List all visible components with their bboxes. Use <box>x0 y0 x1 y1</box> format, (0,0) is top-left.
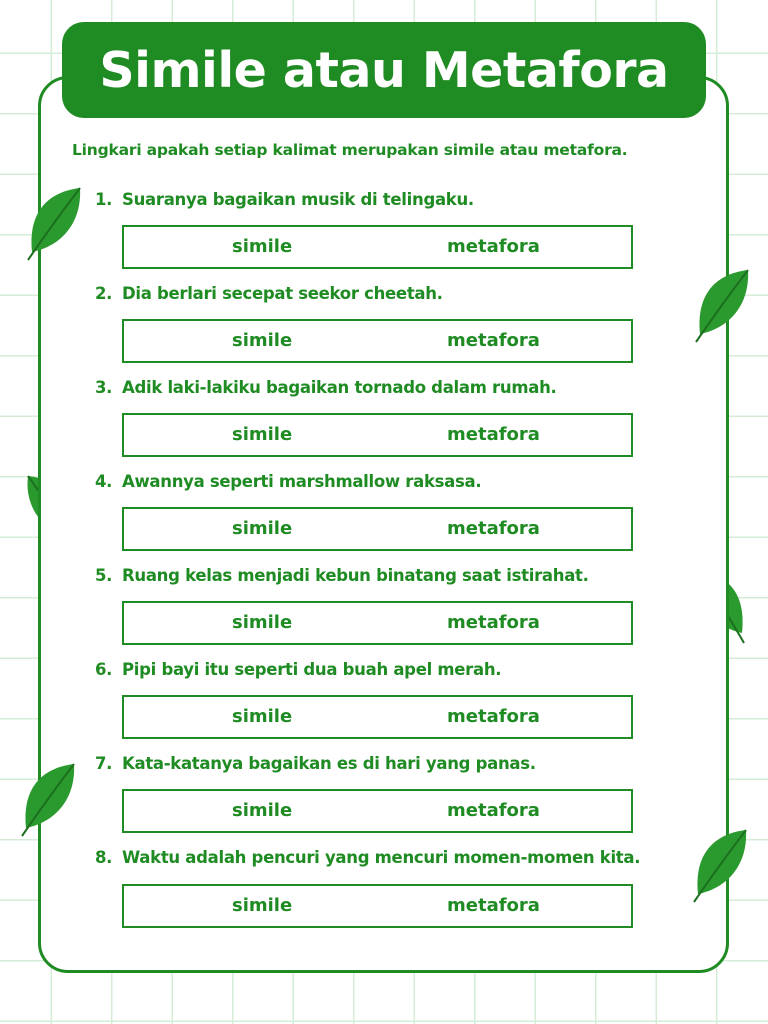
option-metafora[interactable]: metafora <box>447 706 540 727</box>
title-banner <box>62 22 706 118</box>
answer-box <box>122 413 633 457</box>
option-simile[interactable]: simile <box>232 518 293 539</box>
option-simile[interactable]: simile <box>232 800 293 821</box>
question-number: 4. <box>95 472 113 491</box>
question-number: 1. <box>95 190 113 209</box>
question-number: 6. <box>95 660 113 679</box>
question-number: 8. <box>95 848 113 867</box>
question-text: Pipi bayi itu seperti dua buah apel merah. <box>122 660 502 679</box>
option-metafora[interactable]: metafora <box>447 424 540 445</box>
option-simile[interactable]: simile <box>232 612 293 633</box>
question-item <box>95 378 715 397</box>
question-text: Kata-katanya bagaikan es di hari yang panas. <box>122 754 536 773</box>
option-metafora[interactable]: metafora <box>447 518 540 539</box>
option-simile[interactable]: simile <box>232 895 293 916</box>
question-text: Suaranya bagaikan musik di telingaku. <box>122 190 474 209</box>
option-metafora[interactable]: metafora <box>447 895 540 916</box>
answer-box <box>122 319 633 363</box>
option-simile[interactable]: simile <box>232 706 293 727</box>
leaf-icon <box>690 266 754 346</box>
answer-box <box>122 507 633 551</box>
question-item <box>95 754 715 773</box>
answer-box <box>122 225 633 269</box>
answer-box <box>122 695 633 739</box>
answer-box <box>122 884 633 928</box>
question-text: Dia berlari secepat seekor cheetah. <box>122 284 443 303</box>
question-text: Awannya seperti marshmallow raksasa. <box>122 472 482 491</box>
leaf-icon <box>22 184 86 264</box>
question-number: 7. <box>95 754 113 773</box>
option-metafora[interactable]: metafora <box>447 236 540 257</box>
option-metafora[interactable]: metafora <box>447 800 540 821</box>
answer-box <box>122 601 633 645</box>
question-number: 3. <box>95 378 113 397</box>
leaf-icon <box>16 760 80 840</box>
option-simile[interactable]: simile <box>232 236 293 257</box>
question-item <box>95 566 715 585</box>
option-simile[interactable]: simile <box>232 424 293 445</box>
question-item <box>95 848 715 867</box>
option-metafora[interactable]: metafora <box>447 612 540 633</box>
question-text: Adik laki-lakiku bagaikan tornado dalam rumah. <box>122 378 557 397</box>
question-item <box>95 660 715 679</box>
question-text: Ruang kelas menjadi kebun binatang saat istirahat. <box>122 566 589 585</box>
option-metafora[interactable]: metafora <box>447 330 540 351</box>
answer-box <box>122 789 633 833</box>
instruction-text: Lingkari apakah setiap kalimat merupakan simile atau metafora. <box>72 141 628 159</box>
question-item <box>95 284 715 303</box>
page-title: Simile atau Metafora <box>99 41 669 99</box>
question-item <box>95 190 715 209</box>
question-number: 5. <box>95 566 113 585</box>
question-text: Waktu adalah pencuri yang mencuri momen-momen kita. <box>122 848 641 867</box>
option-simile[interactable]: simile <box>232 330 293 351</box>
question-item <box>95 472 715 491</box>
question-number: 2. <box>95 284 113 303</box>
